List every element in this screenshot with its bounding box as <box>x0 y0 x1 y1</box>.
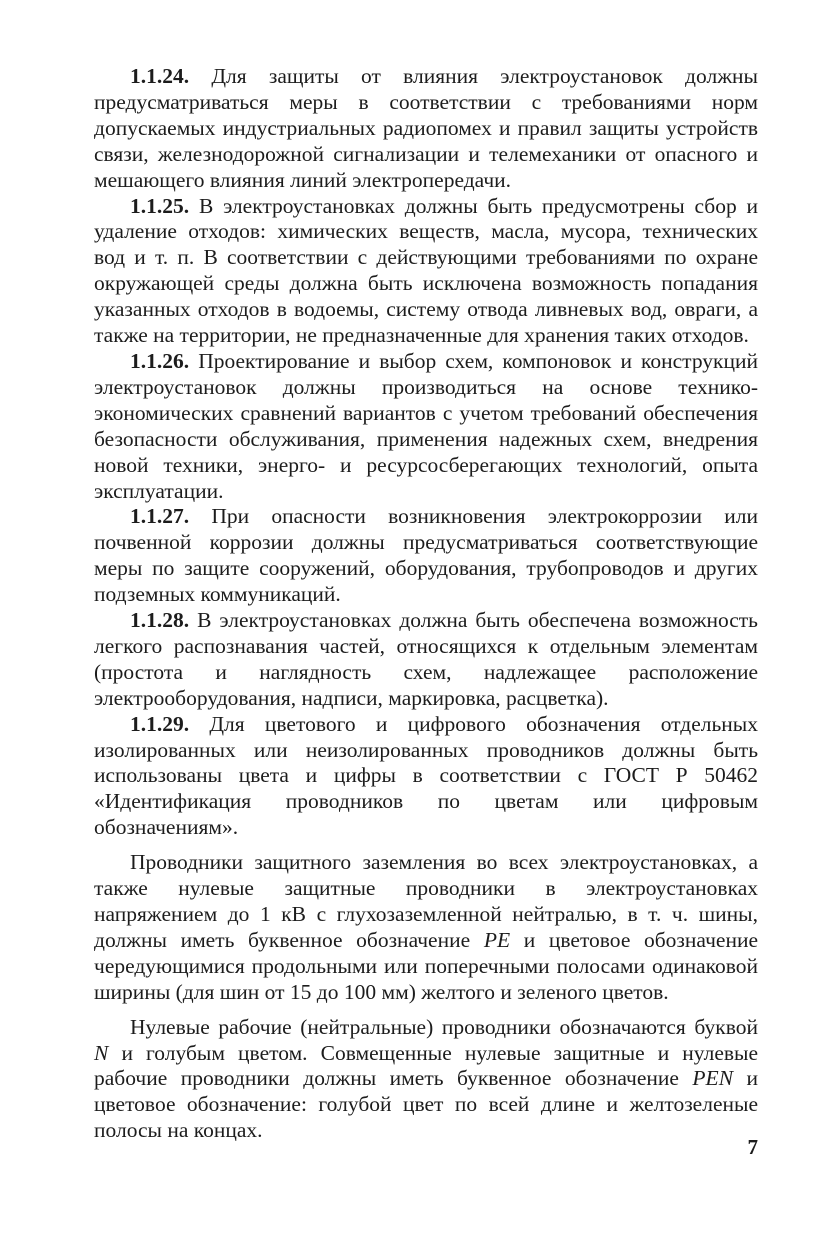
paragraph-text: и цветовое обозначение: голубой цвет по всей длине и желтозеленые полосы на концах. <box>94 1066 759 1143</box>
clause-number: 1.1.26. <box>130 348 190 373</box>
clause-text: Для защиты от влияния электроустановок должны предусматриваться меры в соответствии с требованиями норм допускаемых индустриальных радиопомех и правил защиты устройств связи, железнодорожной сигнализации и телемеханики от опасного и мешающего влияния линий электропередачи. <box>94 64 758 192</box>
pen-designation: PEN <box>692 1066 734 1091</box>
clause-number: 1.1.29. <box>130 711 190 736</box>
document-body <box>94 64 758 1144</box>
clause-text: Для цветового и цифрового обозначения отдельных изолированных или неизолированных проводников должны быть использованы цвета и цифры в соответствии с ГОСТ Р 50462 «Идентификация проводников по цветам или цифровым обозначениям». <box>94 711 759 840</box>
paragraph-text: Нулевые рабочие (нейтральные) проводники обозначаются буквой <box>130 1014 758 1039</box>
n-designation: N <box>94 1040 109 1065</box>
clause-number: 1.1.25. <box>130 193 190 218</box>
paragraph-1-1-28 <box>94 608 758 712</box>
clause-number: 1.1.24. <box>130 64 190 88</box>
paragraph-1-1-24 <box>94 64 758 194</box>
pe-designation: PE <box>483 927 511 952</box>
clause-text: При опасности возникновения электрокоррозии или почвенной коррозии должны предусматриваться соответствующие меры по защите сооружений, оборудования, трубопроводов и других подземных коммуникаций. <box>94 504 759 607</box>
paragraph-text: и цветовое обозначение чередующимися продольными или поперечными полосами одинаковой ширины (для шин от 15 до 100 мм) желтого и зеленого цветов. <box>94 927 759 1004</box>
clause-text: В электроустановках должна быть обеспечена возможность легкого распознавания частей, относящихся к отдельным элементам (простота и наглядность схем, надлежащее расположение электрооборудования, надписи, маркировка, расцветка). <box>94 608 758 710</box>
clause-number: 1.1.27. <box>130 504 190 529</box>
paragraph-1-1-27 <box>94 504 758 608</box>
clause-text: Проектирование и выбор схем, компоновок и конструкций электроустановок должны производиться на основе технико-экономических сравнений вариантов с учетом требований обеспечения безопасности обслуживания, применения надежных схем, внедрения новой техники, энерго- и ресурсосберегающих технологий, опыта эксплуатации. <box>94 348 758 503</box>
paragraph-text: и голубым цветом. Совмещенные нулевые защитные и нулевые рабочие проводники должны иметь буквенное обозначение <box>94 1040 759 1091</box>
page-number: 7 <box>747 1135 758 1159</box>
clause-text: В электроустановках должны быть предусмотрены сбор и удаление отходов: химических веществ, масла, мусора, технических вод и т. п. В соответствии с действующими требованиями по охране окружающей среды должна быть исключена возможность попадания указанных отходов в водоемы, систему отвода ливневых вод, овраги, а также на территории, не предназначенные для хранения таких отходов. <box>94 193 759 348</box>
paragraph-1-1-26 <box>94 349 758 504</box>
paragraph-1-1-29 <box>94 712 758 842</box>
clause-number: 1.1.28. <box>130 608 190 633</box>
paragraph-n-pen-marking <box>94 1015 758 1145</box>
paragraph-1-1-25 <box>94 194 758 349</box>
paragraph-pe-marking <box>94 850 758 1005</box>
paragraph-text: Проводники защитного заземления во всех электроустановках, а также нулевые защитные проводники в электроустановках напряжением до 1 кВ с глухозаземленной нейтралью, в т. ч. шины, должны иметь буквенное обозначение <box>94 850 758 952</box>
